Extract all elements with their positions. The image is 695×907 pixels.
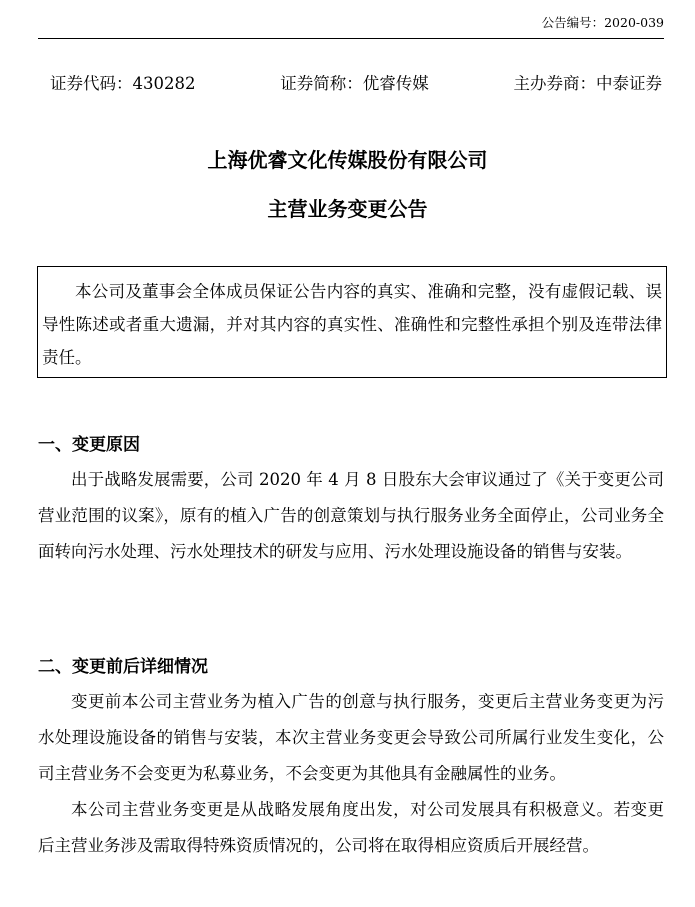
section-1-body — [38, 462, 664, 570]
document-title: 主营业务变更公告 — [267, 197, 428, 221]
section-2-heading: 二、变更前后详细情况 — [38, 657, 208, 677]
responsibility-statement-box — [37, 266, 667, 378]
section-1-heading: 一、变更原因 — [38, 435, 140, 455]
section-2-paragraph: 本公司主营业务变更是从战略发展角度出发，对公司发展具有积极意义。若变更后主营业务涉及需取得特殊资质情况的，公司将在取得相应资质后开展经营。 — [38, 800, 664, 855]
section-2-paragraph: 变更前本公司主营业务为植入广告的创意与执行服务，变更后主营业务变更为污水处理设施设备的销售与安装，本次主营业务变更会导致公司所属行业发生变化，公司主营业务不会变更为私募业务，不会变更为其他具有金融属性的业务。 — [38, 692, 664, 783]
section-1-paragraph: 出于战略发展需要，公司 2020 年 4 月 8 日股东大会审议通过了《关于变更公司营业范围的议案》，原有的植入广告的创意策划与执行服务业务全面停止，公司业务全面转向污水处理、污水处理技术的研发与应用、污水处理设施设备的销售与安装。 — [38, 470, 664, 561]
securities-info-row — [50, 72, 662, 96]
security-code: 证券代码：430282 — [50, 74, 196, 93]
announcement-number: 公告编号：2020-039 — [38, 14, 664, 39]
security-short-name: 证券简称：优睿传媒 — [280, 74, 429, 93]
sponsor-broker: 主办券商：中泰证券 — [513, 74, 662, 93]
company-name: 上海优睿文化传媒股份有限公司 — [207, 148, 488, 172]
section-2-body — [38, 684, 664, 864]
responsibility-statement: 本公司及董事会全体成员保证公告内容的真实、准确和完整，没有虚假记载、误导性陈述或者重大遗漏，并对其内容的真实性、准确性和完整性承担个别及连带法律责任。 — [42, 282, 662, 367]
